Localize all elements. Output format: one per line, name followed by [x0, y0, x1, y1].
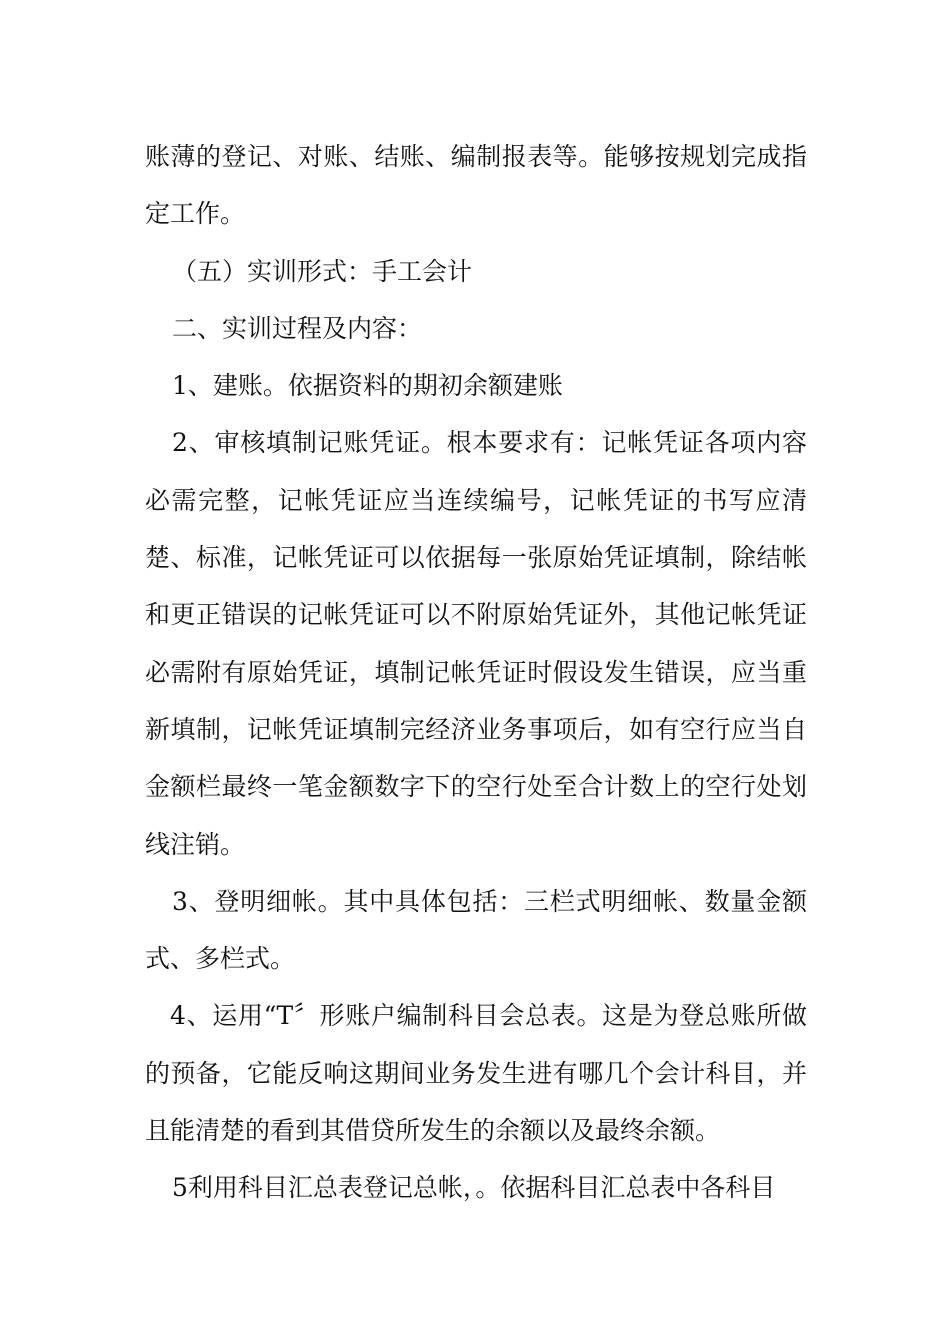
paragraph-step-4: 4、运用“T〞形账户编制科目会总表。这是为登总账所做的预备，它能反响这期间业务发生进有哪几个会计科目，并且能清楚的看到其借贷所发生的余额以及最终余额。: [145, 1001, 807, 1146]
paragraph-training-form: （五）实训形式：手工会计: [172, 256, 473, 286]
paragraph-ledger-tasks: 账薄的登记、对账、结账、编制报表等。能够按规划完成指定工作。: [145, 142, 807, 229]
paragraph-step-5: 5利用科目汇总表登记总帐，。依据科目汇总表中各科目: [172, 1173, 776, 1203]
section-heading-process: 二、实训过程及内容：: [172, 313, 423, 343]
paragraph-step-1: 1、建账。依据资料的期初余额建账: [172, 371, 563, 401]
paragraph-step-3: 3、登明细帐。其中具体包括：三栏式明细帐、数量金额式、多栏式。: [145, 886, 807, 974]
paragraph-step-2: 2、审核填制记账凭证。根本要求有：记帐凭证各项内容必需完整，记帐凭证应当连续编号，记帐凭证的书写应清楚、标准，记帐凭证可以依据每一张原始凭证填制，除结帐和更正错误的记帐凭证可以不附原始凭证外，其他记帐凭证必需附有原始凭证，填制记帐凭证时假设发生错误，应当重新填制，记帐凭证填制完经济业务事项后，如有空行应当自金额栏最终一笔金额数字下的空行处至合计数上的空行处划线注销。: [145, 428, 807, 859]
document-body: [145, 128, 807, 1217]
